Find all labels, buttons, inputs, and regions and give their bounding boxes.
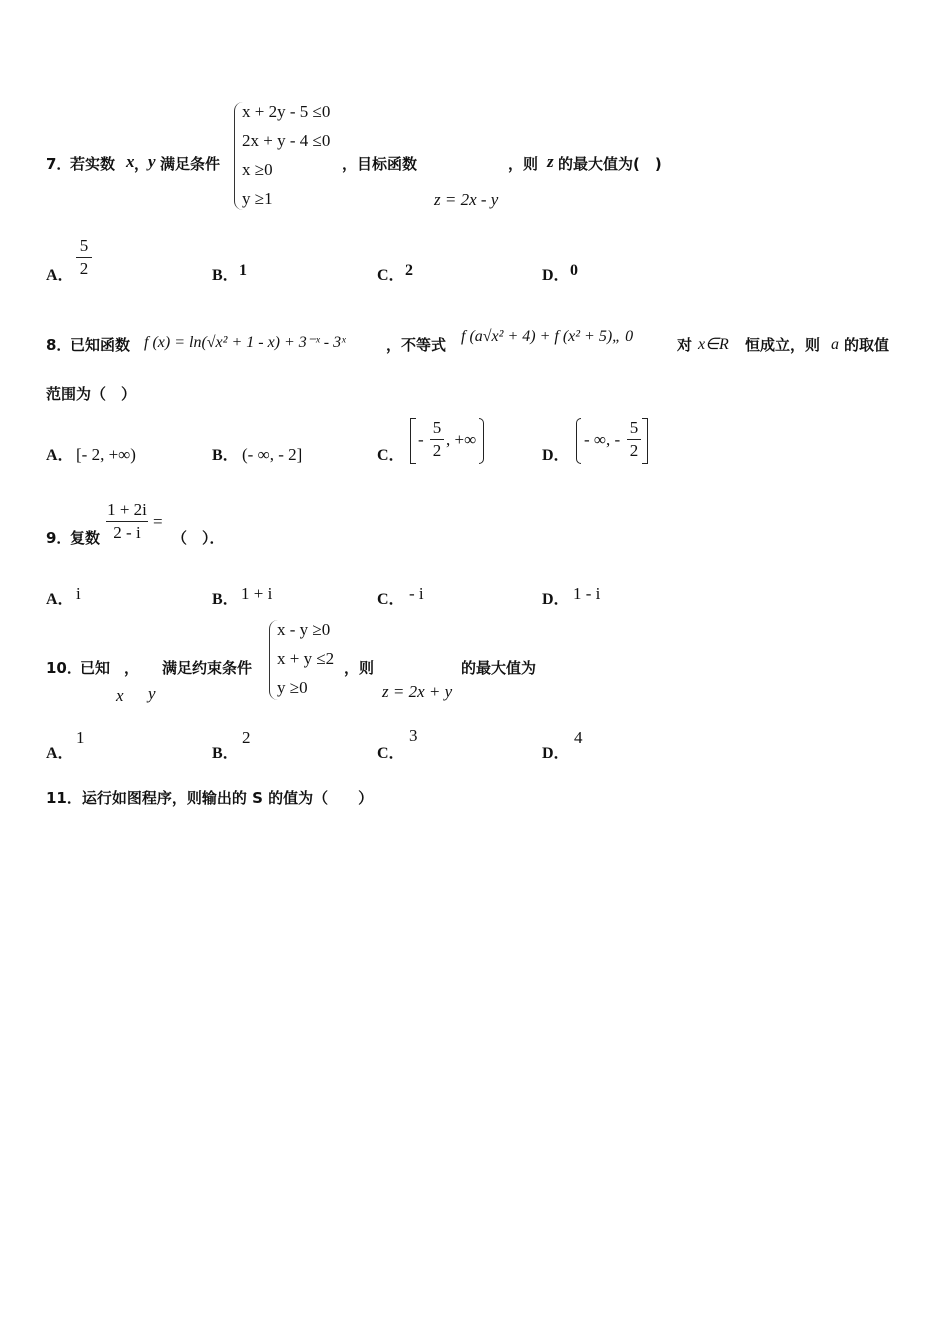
q8-option-c-fraction [430,418,444,461]
q7-var-x: x [126,152,135,171]
q10-var-y: y [148,684,156,703]
q7-option-c-label: C． [377,267,405,284]
q8-option-c-left-bracket [410,418,416,464]
q9-option-b-label: B． [212,591,239,608]
q10-constraint-2: x + y ≤2 [277,649,335,668]
q7-constraint-2: 2x + y - 4 ≤0 [242,131,331,150]
q9-fraction-bar [106,521,148,522]
q9-equals: = [153,512,163,531]
q7-option-a-num: 5 [79,236,89,255]
q10-var-x: x [116,686,124,705]
q10-option-a-label: A． [46,745,74,762]
q7-text1: 若实数 [70,155,116,173]
q8-option-d-pre: - ∞, - [584,430,621,449]
q8-option-d-left-paren [576,418,581,464]
q7-number: 7． [46,155,72,173]
q8-number: 8． [46,336,72,354]
q8-text6: 范围为（ ） [46,385,137,403]
q8-var-a: a [831,336,839,353]
q7-objective: z = 2x - y [434,190,499,209]
q8-option-c-post: , +∞ [446,430,477,449]
q7-var-y: y [148,152,156,171]
q8-text5: 的取值 [844,336,890,354]
q10-option-b-label: B． [212,745,239,762]
q7-text4: ，则 [508,155,539,173]
q10-objective: z = 2x + y [382,682,453,701]
q8-option-d-fraction [627,418,641,461]
q8-option-d-den: 2 [629,441,639,460]
q9-numerator: 1 + 2i [107,500,147,519]
q9-option-a-label: A． [46,591,74,608]
q8-text3: 对 [677,336,693,354]
q8-option-d-right-bracket [642,418,648,464]
q9-option-c-label: C． [377,591,405,608]
q7-text3: ，目标函数 [342,155,418,173]
q7-text2: 满足条件 [160,155,221,173]
q9-fraction [106,500,148,543]
q9-option-d-value: 1 - i [573,584,601,603]
q8-option-a-label: A． [46,447,74,464]
q8-option-b-label: B． [212,447,239,464]
q7-text5: 的最大值为( ) [558,155,662,173]
q8-option-c-right-paren [479,418,484,464]
q10-comma: ， [124,659,140,677]
q11-text: 11．运行如图程序，则输出的 S 的值为（ ） [46,789,374,807]
q7-option-a-fraction [76,236,92,279]
q10-constraint-1: x - y ≥0 [277,620,331,639]
q9-number: 9． [46,529,72,547]
q8-option-d-label: D． [542,447,570,464]
q9-option-c-value: - i [409,584,424,603]
q10-text1: 已知 [80,659,111,677]
q8-option-c-den: 2 [432,441,442,460]
q8-option-a-value: [- 2, +∞) [76,445,136,464]
q8-inequality: f (a√x² + 4) + f (x² + 5)„ 0 [461,328,634,345]
q7-var-z: z [547,152,554,171]
q9-text2: （ ）． [172,529,225,547]
q7-option-b-label: B． [212,267,239,284]
q10-option-b-value: 2 [242,728,251,747]
q10-option-d-label: D． [542,745,570,762]
q10-option-d-value: 4 [574,728,583,747]
q10-text2: 满足约束条件 [162,659,253,677]
q7-constraint-4: y ≥1 [242,189,273,208]
q10-option-c-value: 3 [409,726,418,745]
q8-domain: x∈R [698,336,729,353]
q8-option-d-num: 5 [629,418,639,437]
q10-text3: ，则 [344,659,375,677]
q7-option-d-value: 0 [570,262,578,279]
q10-option-a-value: 1 [76,728,85,747]
q7-option-c-value: 2 [405,262,413,279]
q9-text1: 复数 [70,529,101,547]
q8-option-d-bar [627,439,641,440]
q9-denominator: 2 - i [113,523,141,542]
q7-option-a-den: 2 [79,259,89,278]
q9-option-b-value: 1 + i [241,584,273,603]
q9-option-a-value: i [76,584,81,603]
q7-option-b-value: 1 [239,262,247,279]
q10-constraint-3: y ≥0 [277,678,308,697]
q10-option-c-label: C． [377,745,405,762]
q8-option-c-pre: - [418,430,424,449]
q8-option-c-bar [430,439,444,440]
q8-function: f (x) = ln(√x² + 1 - x) + 3⁻ˣ - 3ˣ [144,334,346,351]
q8-text1: 已知函数 [70,336,131,354]
q8-option-c-label: C． [377,447,405,464]
q10-text4: 的最大值为 [461,659,537,677]
q7-comma: ， [134,155,150,173]
q9-option-d-label: D． [542,591,570,608]
q8-option-c-num: 5 [432,418,442,437]
q7-constraint-3: x ≥0 [242,160,273,179]
q7-option-d-label: D． [542,267,570,284]
q7-option-a-label: A． [46,267,74,284]
q8-option-b-value: (- ∞, - 2] [242,445,303,464]
q8-text2: ，不等式 [386,336,447,354]
q7-option-a-bar [76,257,92,258]
q10-number: 10． [46,659,82,677]
q8-text4: 恒成立，则 [745,336,821,354]
q7-constraint-1: x + 2y - 5 ≤0 [242,102,331,121]
